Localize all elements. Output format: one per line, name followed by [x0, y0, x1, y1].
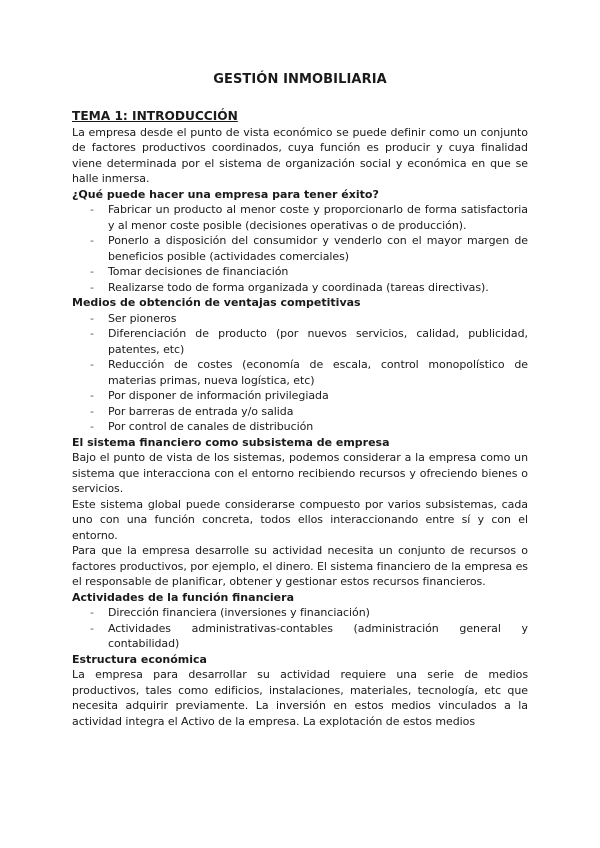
list-item: - Dirección financiera (inversiones y financiación) [108, 605, 528, 621]
document-title: GESTIÓN INMOBILIARIA [213, 72, 387, 87]
paragraph: La empresa para desarrollar su actividad requiere una serie de medios productivos, tales como edificios, instalaciones, materiales, tecnología, etc que necesita adquirir previamente. La inversión en estos medios vinculados a la actividad integra el Activo de la empresa. La explotación de estos medios [72, 668, 528, 728]
paragraph: Bajo el punto de vista de los sistemas, podemos considerar a la empresa como un sistema que interacciona con el entorno recibiendo recursos y ofreciendo bienes o servicios. [72, 451, 528, 495]
paragraph: Para que la empresa desarrolle su actividad necesita un conjunto de recursos o factores productivos, por ejemplo, el dinero. El sistema financiero de la empresa es el responsable de planificar, obtener y gestionar estos recursos financieros. [72, 544, 528, 588]
list-item: - Por barreras de entrada y/o salida [108, 404, 528, 420]
list-actividades [72, 605, 528, 652]
list-item: - Diferenciación de producto (por nuevos servicios, calidad, publicidad, patentes, etc) [108, 326, 528, 357]
intro-paragraph: La empresa desde el punto de vista económico se puede definir como un conjunto de factores productivos coordinados, cuya función es producir y cuya finalidad viene determinada por el sistema de organización social y económica en que se halle inmersa. [72, 125, 528, 185]
section-heading-sistema-financiero: El sistema financiero como subsistema de empresa [72, 435, 390, 449]
list-item: - Por control de canales de distribución [108, 419, 528, 435]
list-ventajas [72, 311, 528, 435]
section-heading-estructura: Estructura económica [72, 652, 207, 666]
list-item: - Ser pioneros [108, 311, 528, 327]
list-item: - Reducción de costes (economía de escala, control monopolístico de materias primas, nueva logística, etc) [108, 357, 528, 388]
list-item: - Fabricar un producto al menor coste y proporcionarlo de forma satisfactoria y al menor coste posible (decisiones operativas o de producción). [108, 202, 528, 233]
list-item: - Tomar decisiones de financiación [108, 264, 528, 280]
paragraph: Este sistema global puede considerarse compuesto por varios subsistemas, cada uno con una función concreta, todos ellos interaccionando entre sí y con el entorno. [72, 497, 528, 542]
section-heading-ventajas: Medios de obtención de ventajas competitivas [72, 296, 361, 309]
tema-heading: TEMA 1: INTRODUCCIÓN [72, 109, 238, 123]
list-item: - Actividades administrativas-contables (administración general y contabilidad) [108, 621, 528, 652]
list-item: - Por disponer de información privilegiada [108, 388, 528, 404]
list-item: - Realizarse todo de forma organizada y coordinada (tareas directivas). [108, 280, 528, 296]
section-heading-actividades: Actividades de la función financiera [72, 590, 294, 604]
list-item: - Ponerlo a disposición del consumidor y venderlo con el mayor margen de beneficios posible (actividades comerciales) [108, 233, 528, 264]
section-heading-exito: ¿Qué puede hacer una empresa para tener éxito? [72, 187, 379, 201]
list-exito [72, 202, 528, 295]
